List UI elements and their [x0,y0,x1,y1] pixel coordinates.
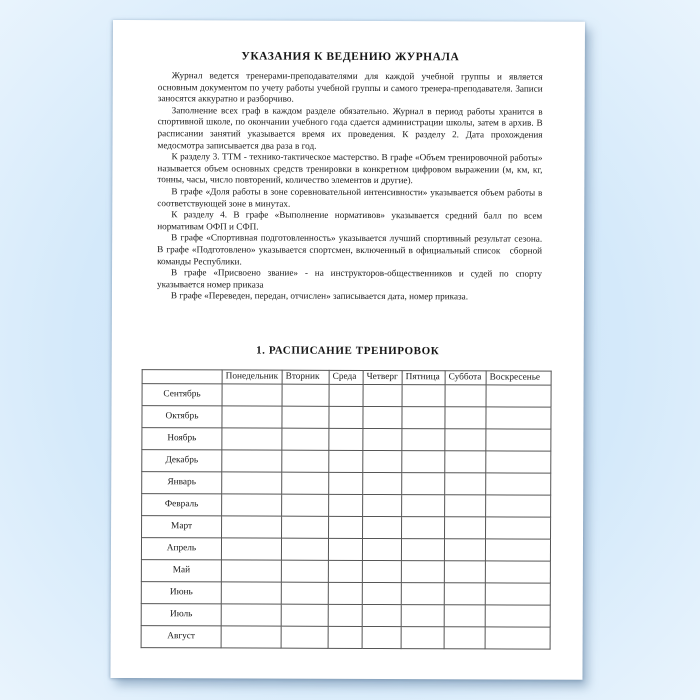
schedule-cell [282,406,329,428]
schedule-cell [282,384,329,406]
schedule-cell [328,604,362,626]
schedule-cell [401,626,444,648]
schedule-month-cell: Апрель [141,537,221,559]
schedule-cell [486,473,551,495]
schedule-cell [401,560,444,582]
schedule-cell [362,604,401,626]
schedule-cell [329,406,363,428]
table-row [142,515,551,539]
table-header-row [142,369,551,385]
schedule-cell [282,428,329,450]
document-page [110,20,585,680]
schedule-cell [486,407,551,429]
schedule-cell [282,494,329,516]
table-row [141,603,550,627]
schedule-cell [221,582,281,604]
paragraph: В графе «Доля работы в зоне соревновательной интенсивности» указывается объем работы в соответствующей зоне в минутах. [157,186,543,209]
schedule-cell [222,516,282,538]
schedule-cell [329,450,363,472]
schedule-month-cell: Ноябрь [142,427,222,449]
schedule-cell [222,384,282,406]
schedule-cell [402,384,445,406]
schedule-cell [221,604,281,626]
paragraph: Журнал ведется тренерами-преподавателями для каждой учебной группы и является основным документом по учету работы учебной группы и самого тренера-преподавателя. Записи заносятся аккуратно и разборчиво. [157,70,543,104]
schedule-cell [402,494,445,516]
schedule-cell [486,495,551,517]
paragraph: В графе «Переведен, передан, отчислен» записывается дата, номер приказа. [170,290,469,302]
schedule-cell [485,605,550,627]
schedule-corner-cell [142,369,222,383]
schedule-cell [445,385,486,407]
schedule-cell [402,428,445,450]
schedule-cell [328,582,362,604]
schedule-cell [281,538,328,560]
schedule-cell [401,582,444,604]
schedule-cell [362,560,401,582]
schedule-cell [401,604,444,626]
table-row [142,449,551,473]
schedule-cell [282,450,329,472]
schedule-cell [221,538,281,560]
schedule-cell [222,450,282,472]
schedule-month-cell: Март [142,515,222,537]
schedule-cell [328,560,362,582]
schedule-cell [282,516,329,538]
schedule-cell [486,451,551,473]
schedule-cell [362,582,401,604]
schedule-cell [445,473,486,495]
table-row [142,493,551,517]
schedule-cell [222,428,282,450]
schedule-day-header: Вторник [282,370,329,384]
schedule-cell [444,583,485,605]
schedule-cell [281,582,328,604]
schedule-cell [486,517,551,539]
schedule-cell [329,428,363,450]
schedule-month-cell: Май [141,559,221,581]
schedule-day-header: Понедельник [222,370,282,384]
schedule-cell [329,384,363,406]
schedule-cell [444,627,485,649]
schedule-cell [445,495,486,517]
schedule-cell [401,538,444,560]
schedule-month-cell: Январь [142,471,222,493]
table-row [141,581,550,605]
schedule-cell [485,561,550,583]
table-row [142,383,551,407]
schedule-cell [363,384,402,406]
schedule-day-header: Четверг [363,370,402,384]
table-row [141,625,550,649]
schedule-cell [486,385,551,407]
schedule-cell [445,517,486,539]
schedule-cell [362,626,401,648]
schedule-cell [281,560,328,582]
instructions-text [157,70,543,303]
schedule-day-header: Пятница [402,370,445,384]
schedule-cell [444,561,485,583]
schedule-cell [329,516,363,538]
schedule-cell [328,626,362,648]
schedule-cell [221,560,281,582]
schedule-cell [363,494,402,516]
schedule-cell [281,626,328,648]
schedule-month-cell: Август [141,625,221,647]
schedule-month-cell: Июнь [141,581,221,603]
schedule-cell [222,494,282,516]
schedule-cell [221,626,281,648]
schedule-month-cell: Сентябрь [142,383,222,405]
schedule-cell [222,472,282,494]
schedule-cell [402,406,445,428]
schedule-day-header: Суббота [445,371,486,385]
table-row [142,405,551,429]
training-schedule-table [141,369,552,650]
schedule-cell [362,538,401,560]
schedule-cell [282,472,329,494]
schedule-cell [402,472,445,494]
schedule-cell [402,450,445,472]
schedule-cell [485,539,550,561]
schedule-cell [328,538,362,560]
schedule-cell [281,604,328,626]
table-row [142,427,551,451]
schedule-month-cell: Октябрь [142,405,222,427]
table-row [141,537,550,561]
schedule-day-header: Среда [329,370,363,384]
paragraph: К разделу 4. В графе «Выполнение нормативов» указывается средний балл по всем нормативам ОФП и СФП. [157,209,543,232]
paragraph: К разделу 3. ТТМ - технико-тактическое мастерство. В графе «Объем тренировочной работы» называется объем основных средств тренировки в конкретном цифровом выражении (м, км, кг, тонны, часы, число повторений, количество элементов и другие). [157,151,543,186]
paragraph: Заполнение всех граф в каждом разделе обязательно. Журнал в период работы хранится в спортивной школе, по окончании учебного года сдается администрации школы, затем в архив. В расписании занятий указывается время их проведения. К разделу 2. Дата прохождения медосмотра записывается два раза в год. [157,105,543,151]
page-title: УКАЗАНИЯ К ВЕДЕНИЮ ЖУРНАЛА [241,50,460,64]
schedule-cell [222,406,282,428]
schedule-day-header: Воскресенье [486,371,551,385]
schedule-cell [363,428,402,450]
schedule-cell [485,627,550,649]
paragraph: В графе «Спортивная подготовленность» указывается лучший спортивный результат сезона. В графе «Подготовлено» указывается спортсмен, включенный в официальный список сборной команды Республики. [157,232,543,266]
paragraph: В графе «Присвоено звание» - на инструкторов-общественников и судей по спорту указывается номер приказа [156,267,543,290]
schedule-cell [485,583,550,605]
schedule-month-cell: Декабрь [142,449,222,471]
schedule-cell [445,407,486,429]
schedule-cell [445,429,486,451]
table-row [141,559,550,583]
section-title: 1. РАСПИСАНИЕ ТРЕНИРОВОК [256,344,440,358]
schedule-cell [444,605,485,627]
schedule-cell [329,494,363,516]
schedule-cell [486,429,551,451]
schedule-month-cell: Февраль [142,493,222,515]
table-row [142,471,551,495]
schedule-cell [363,406,402,428]
schedule-cell [363,516,402,538]
schedule-cell [329,472,363,494]
schedule-cell [402,516,445,538]
schedule-month-cell: Июль [141,603,221,625]
schedule-cell [445,451,486,473]
schedule-cell [444,539,485,561]
schedule-cell [363,472,402,494]
schedule-cell [363,450,402,472]
